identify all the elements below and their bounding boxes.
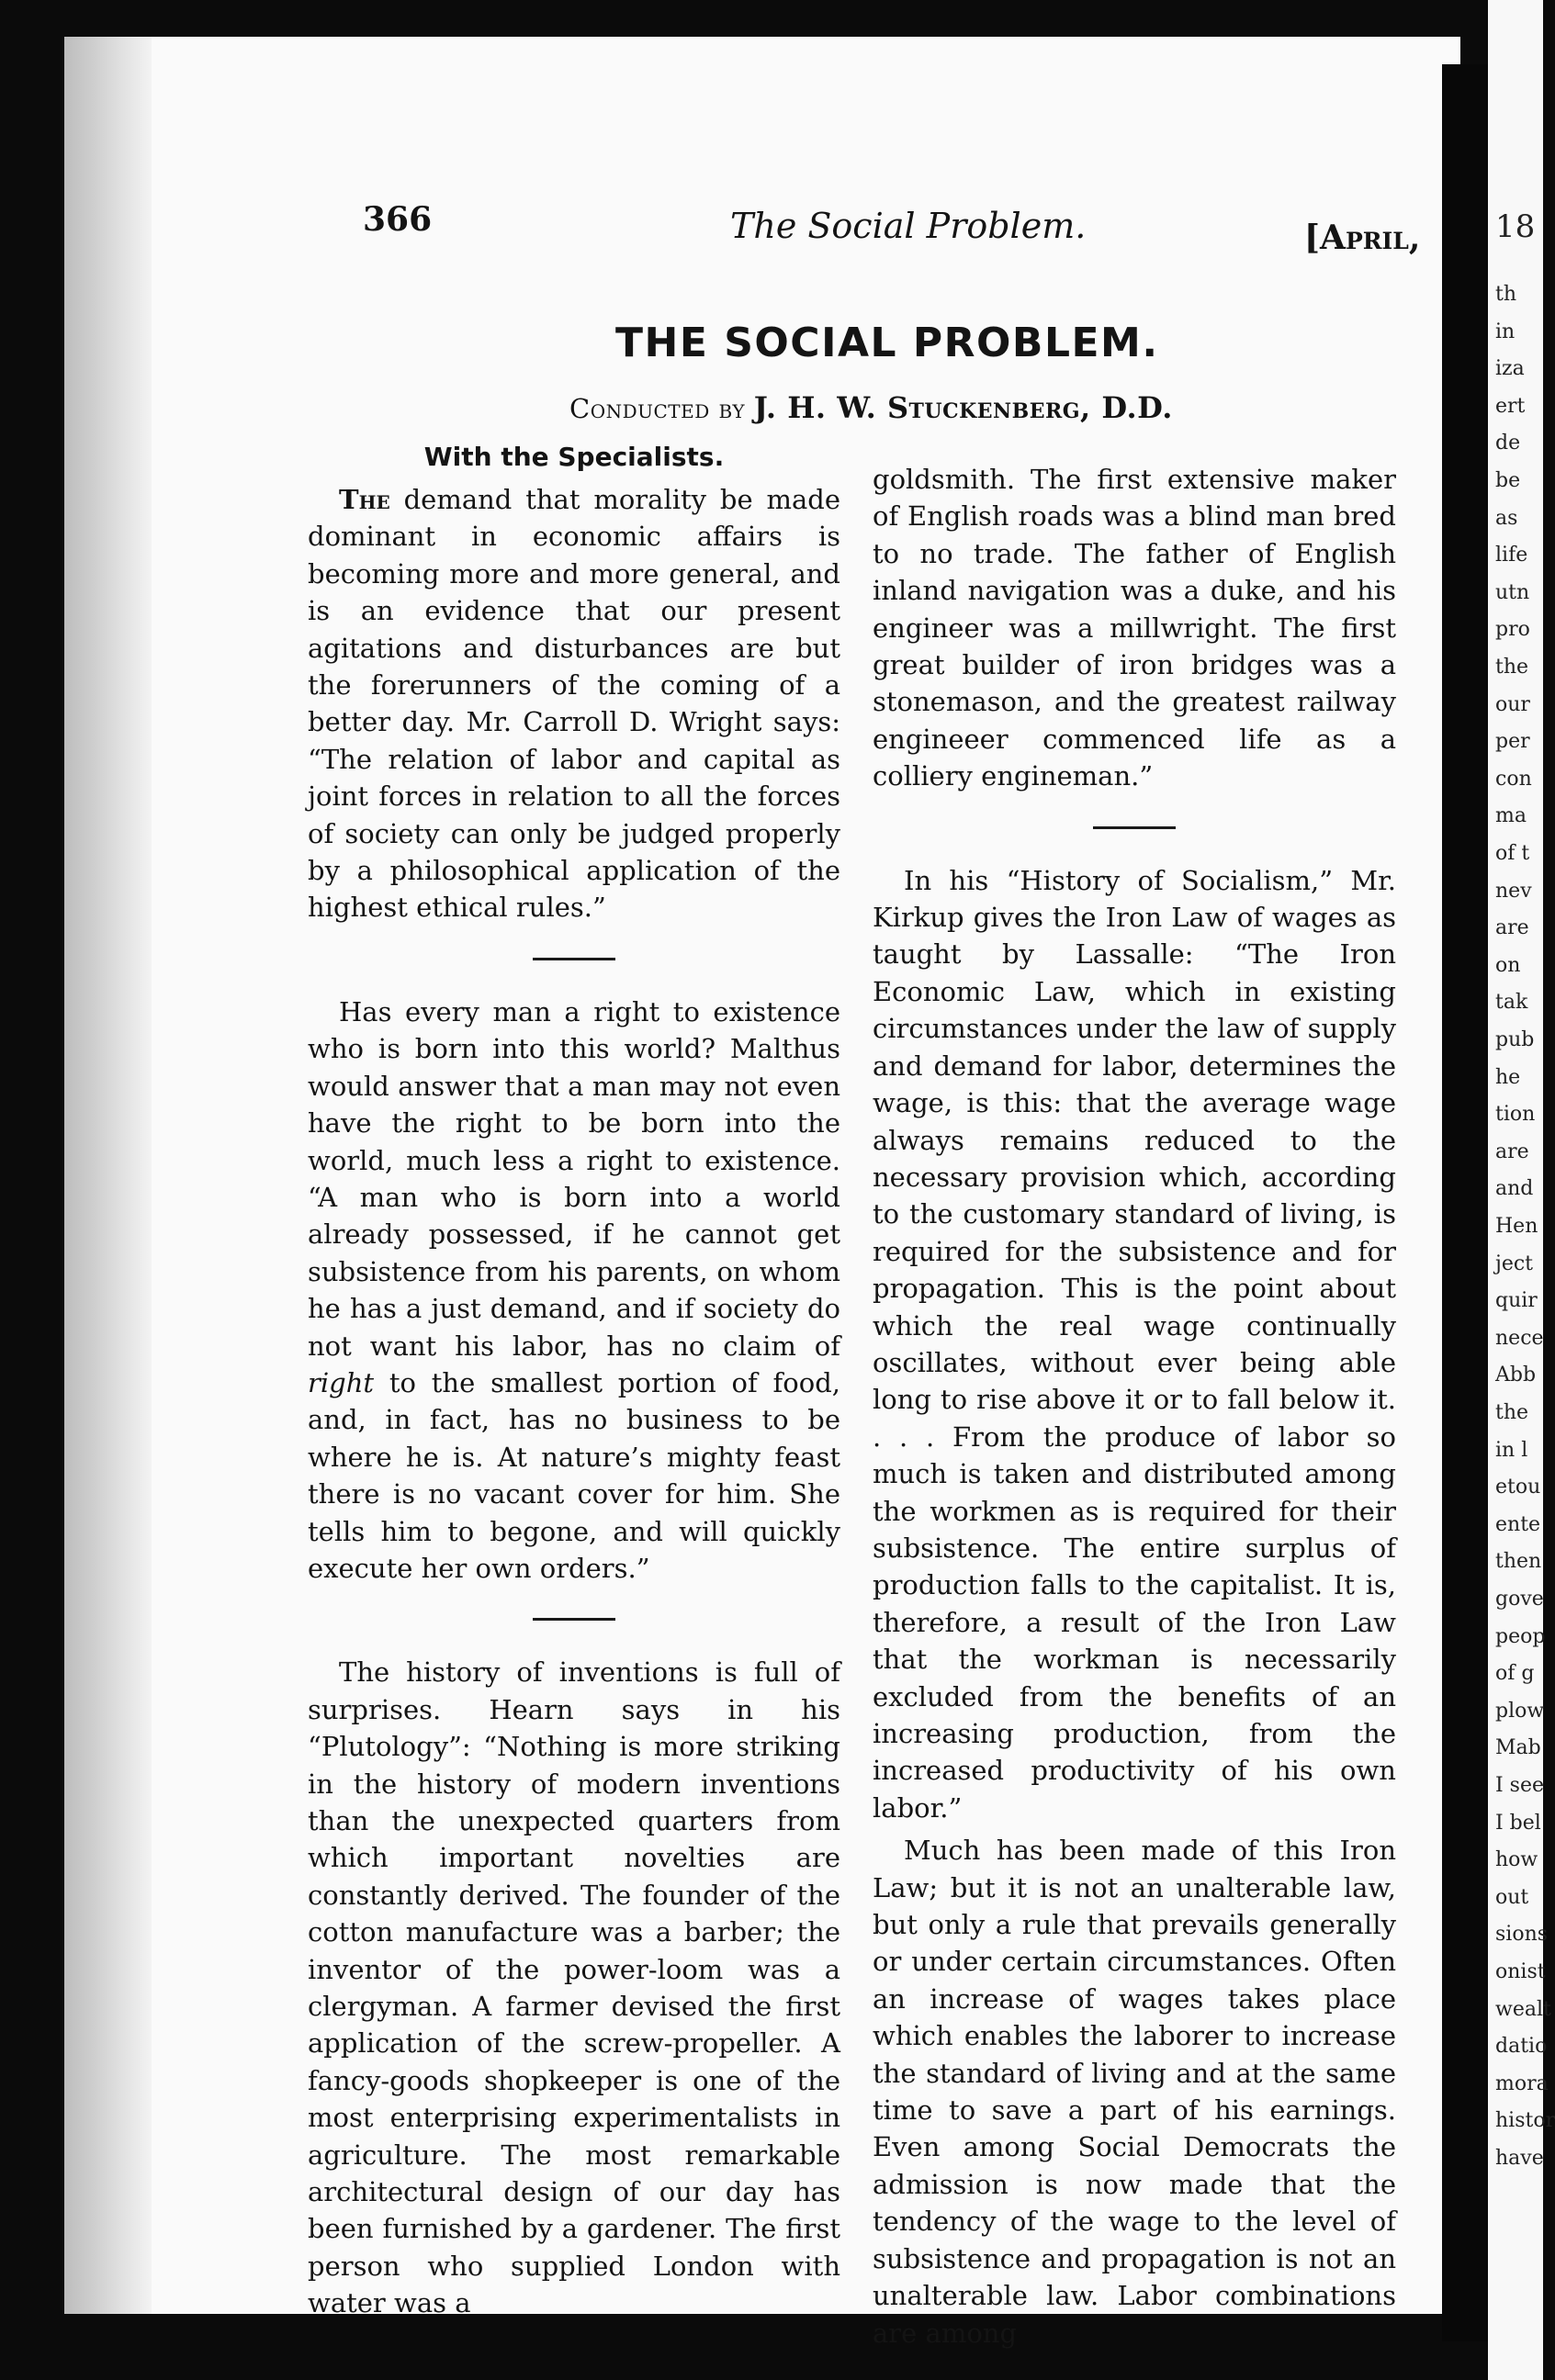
paragraph-inventions: The history of inventions is full of surprises. Hearn says in his “Plutology”: “Nothing is more striking in the history of modern inventions than the unexpected quarters from which important novelties are constantly derived. The founder of the cotton manufacture was a barber; the inventor of the power-loom was a clergyman. A farmer devised the first application of the screw-propeller. A fancy-goods shopkeeper is one of the most enterprising experimentalists in agriculture. The most remarkable architectural design of our day has been furnished by a gardener. The first person who supplied London with water was a	[308, 1656, 840, 2319]
facing-page-edge	[1488, 0, 1555, 2380]
facing-page-fragment: peop	[1495, 1624, 1546, 1648]
paragraph-malthus-text-a: Has every man a right to existence who is born into this world? Malthus would answer that a man may not even have the right to be born into the world, much less a right to existence. “A man who is born into a world already possessed, if he cannot get subsistence from his parents, on whom he has a just demand, and if society do not want his labor, has no claim of	[308, 995, 840, 1362]
facing-page-fragment: be	[1495, 469, 1521, 492]
section-divider	[533, 1618, 615, 1621]
facing-page-fragment: he	[1495, 1065, 1521, 1089]
facing-page-fragment: out	[1495, 1885, 1529, 1909]
facing-page-fragment: plow	[1495, 1699, 1545, 1723]
book-gutter	[1442, 64, 1488, 2341]
facing-page-fragment: of g	[1495, 1662, 1535, 1686]
page-edge-stack	[64, 37, 152, 2314]
facing-page-fragment: in	[1495, 320, 1516, 343]
facing-page-fragment: the	[1495, 1401, 1529, 1424]
facing-page-fragment: histor	[1495, 2109, 1555, 2133]
facing-page-fragment: gove	[1495, 1588, 1544, 1611]
facing-page-fragment: have	[1495, 2147, 1544, 2170]
facing-page-fragment: on	[1495, 953, 1521, 977]
facing-page-fragment: quir	[1495, 1289, 1538, 1313]
facing-page-fragment: tak	[1495, 991, 1528, 1015]
section-divider	[533, 958, 615, 960]
paragraph-iron-law-critique: Much has been made of this Iron Law; but it is not an unalterable law, but only a rule that prevails generally or under certain circumstances. Often an increase of wages takes place which enables the laborer to increase the standard of living and at the same time to save a part of his earnings. Even among Social Democrats the admission is now made that the tendency of the wage to the level of subsistence and propagation is not an unalterable law. Labor combinations are among	[873, 1835, 1396, 2349]
section-divider	[1093, 826, 1176, 829]
facing-page-fragment: nece	[1495, 1326, 1544, 1350]
paragraph-morality	[308, 481, 840, 926]
running-title: The Social Problem.	[730, 206, 1087, 246]
facing-page-fragment: de	[1495, 432, 1521, 455]
paragraph-inventions-continued: goldsmith. The first extensive maker of English roads was a blind man bred to no trade. The father of English inland navigation was a duke, and his engineer was a millwright. The first great builder of iron bridges was a stonemason, and the greatest railway engineeer commenced life as a colliery engineman.”	[873, 464, 1396, 792]
page-number: 366	[363, 200, 433, 239]
paragraph-morality-text: demand that morality be made dominant in economic affairs is becoming more and more general, and is an evidence that our present agitations and disturbances are but the forerunners of the coming of a better day. Mr. Carroll D. Wright says: “The relation of labor and capital as joint forces in relation to all the forces of society can only be judged properly by a philosophical application of the highest ethical rules.”	[308, 484, 840, 924]
facing-page-fragment: ente	[1495, 1512, 1541, 1536]
facing-page-fragment: 18	[1495, 208, 1536, 245]
facing-page-fragment: Abb	[1495, 1364, 1537, 1387]
facing-page-fragment: th	[1495, 283, 1517, 306]
facing-page-fragment: of t	[1495, 842, 1530, 865]
facing-page-fragment: I bel	[1495, 1811, 1541, 1835]
facing-page-fragment: our	[1495, 692, 1530, 716]
facing-page-fragment: I see	[1495, 1774, 1545, 1797]
facing-page-fragment: onist	[1495, 1960, 1546, 1983]
paragraph-malthus-text-b: to the smallest portion of food, and, in fact, has no business to be where he is. At nature’s mighty feast there is no vacant cover for him. She tells him to begone, and will quickly execute her own orders.”	[308, 1366, 840, 1584]
facing-page-fragment: wealt	[1495, 1997, 1551, 2021]
facing-page-fragment: utn	[1495, 580, 1530, 604]
facing-page-fragment: pub	[1495, 1028, 1535, 1051]
facing-page-fragment: iza	[1495, 357, 1525, 381]
facing-page-fragment: ject	[1495, 1252, 1534, 1275]
facing-page-fragment: nev	[1495, 879, 1532, 903]
facing-page-fragment: life	[1495, 544, 1528, 567]
left-column	[308, 439, 840, 2322]
byline-prefix: Conducted by	[569, 393, 746, 424]
facing-page-fragment: etou	[1495, 1476, 1541, 1499]
facing-page-fragment: in l	[1495, 1438, 1528, 1462]
facing-page-fragment: tion	[1495, 1103, 1536, 1127]
byline-name: J. H. W. Stuckenberg, D.D.	[753, 390, 1173, 425]
facing-page-fragment: are	[1495, 916, 1529, 940]
facing-page-fragment: ma	[1495, 804, 1527, 828]
facing-page-fragment: how	[1495, 1848, 1538, 1872]
facing-page-fragment: the	[1495, 656, 1529, 679]
facing-page-fragment: per	[1495, 730, 1530, 754]
facing-page-fragment: datio	[1495, 2035, 1548, 2059]
paragraph-malthus	[308, 994, 840, 1588]
drop-lead-word: The	[339, 484, 390, 515]
italic-word: right	[308, 1366, 375, 1398]
facing-page-fragment: Hen	[1495, 1215, 1538, 1238]
section-heading: With the Specialists.	[423, 442, 725, 472]
facing-page-fragment: Mab	[1495, 1736, 1541, 1760]
facing-page-fragment: con	[1495, 767, 1532, 791]
facing-page-fragment: sions	[1495, 1923, 1549, 1947]
facing-page-fragment: then	[1495, 1550, 1542, 1574]
facing-page-fragment: pro	[1495, 618, 1530, 642]
facing-page-fragment: mora	[1495, 2071, 1549, 2095]
facing-page-fragment: and	[1495, 1177, 1534, 1201]
paragraph-iron-law: In his “History of Socialism,” Mr. Kirkup gives the Iron Law of wages as taught by Lassalle: “The Iron Economic Law, which in existing circumstances under the law of supply and demand for labor, determines the wage, is this: that the average wage always remains reduced to the necessary provision which, according to the customary standard of living, is required for the subsistence and for propagation. This is the point about which the real wage continually oscillates, without ever being able long to rise above it or to fall below it. . . . From the produce of labor so much is taken and distributed among the workmen as is required for their subsistence. The entire surplus of production falls to the capitalist. It is, therefore, a result of the Iron Law that the workman is necessarily excluded from the benefits of an increasing production, from the increased productivity of his own labor.”	[873, 864, 1396, 1824]
running-month: [April,	[1304, 219, 1421, 257]
facing-page-fragment: as	[1495, 506, 1518, 530]
facing-page-fragment: ert	[1495, 394, 1526, 418]
running-head	[0, 193, 1543, 257]
byline	[569, 390, 1173, 425]
right-column	[873, 461, 1396, 2352]
facing-page-fragment: are	[1495, 1139, 1529, 1163]
article-title: THE SOCIAL PROBLEM.	[615, 320, 1159, 366]
